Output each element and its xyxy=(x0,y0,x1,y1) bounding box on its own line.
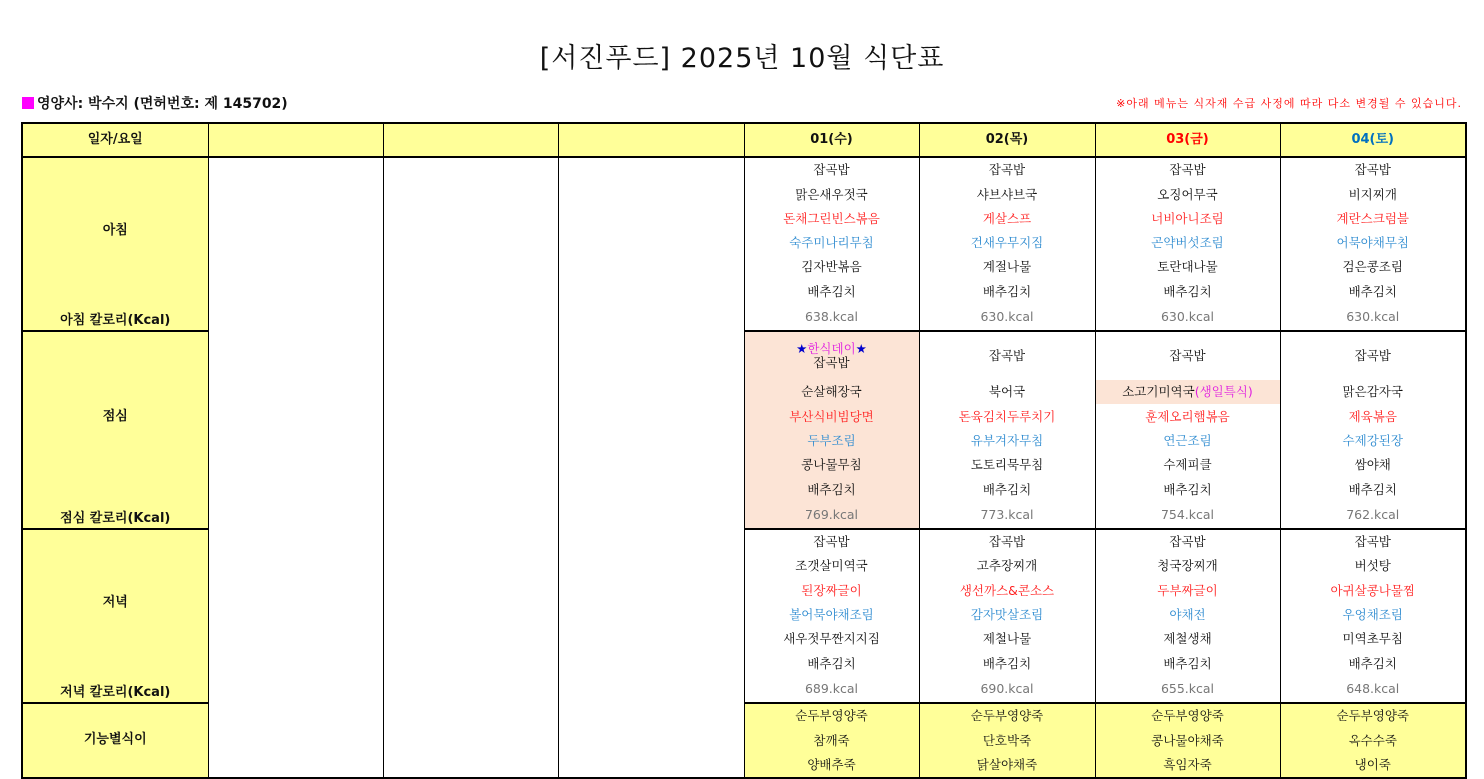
menu-item: 샤브샤브국 xyxy=(919,182,1095,206)
kcal-value: 690.kcal xyxy=(919,676,1095,703)
menu-item: 북어국 xyxy=(919,380,1095,404)
menu-change-notice: ※아래 메뉴는 식자재 수급 사정에 따라 다소 변경될 수 있습니다. xyxy=(1116,97,1462,110)
menu-item: 새우젓무짠지지짐 xyxy=(744,627,919,651)
menu-item: 숙주미나리무침 xyxy=(744,231,919,255)
kcal-value: 630.kcal xyxy=(1095,304,1280,331)
menu-item: 곤약버섯조림 xyxy=(1095,231,1280,255)
empty-cell xyxy=(208,157,383,331)
menu-item: 잡곡밥 xyxy=(744,157,919,182)
menu-item: 배추김치 xyxy=(919,651,1095,675)
menu-item: 청국장찌개 xyxy=(1095,554,1280,578)
menu-item: 훈제오리햄볶음 xyxy=(1095,404,1280,428)
menu-item: 제철나물 xyxy=(919,627,1095,651)
empty-cell xyxy=(383,331,558,529)
kcal-value: 754.kcal xyxy=(1095,502,1280,529)
lunch-label: 점심 xyxy=(22,331,208,501)
menu-item: 수제강된장 xyxy=(1280,429,1466,453)
header-empty xyxy=(383,123,558,157)
menu-item: 생선까스&콘소스 xyxy=(919,578,1095,602)
header-day-1: 01(수) xyxy=(744,123,919,157)
menu-item: 배추김치 xyxy=(1095,651,1280,675)
menu-item: 배추김치 xyxy=(1095,477,1280,501)
functional-row-1 xyxy=(22,703,1466,728)
menu-item: 순두부영양죽 xyxy=(1095,703,1280,728)
menu-item: 돈채그린빈스볶음 xyxy=(744,207,919,231)
dinner-kcal-label: 저녁 칼로리(Kcal) xyxy=(22,676,208,703)
header-day-3: 03(금) xyxy=(1095,123,1280,157)
menu-item: 잡곡밥 xyxy=(744,529,919,554)
menu-item: 단호박죽 xyxy=(919,728,1095,752)
menu-item: 잡곡밥 xyxy=(1280,331,1466,380)
menu-item: 잡곡밥 xyxy=(919,157,1095,182)
kcal-value: 630.kcal xyxy=(919,304,1095,331)
menu-item: 두부조림 xyxy=(744,429,919,453)
empty-cell xyxy=(208,703,383,778)
menu-item: 잡곡밥 xyxy=(813,355,850,371)
menu-item: 맑은새우젓국 xyxy=(744,182,919,206)
empty-cell xyxy=(558,703,744,778)
birthday-special-text: (생일특식) xyxy=(1194,384,1253,400)
breakfast-label: 아침 xyxy=(22,157,208,304)
menu-item: 배추김치 xyxy=(744,279,919,303)
header-row xyxy=(22,123,1466,157)
menu-item: 닭살야채죽 xyxy=(919,753,1095,778)
menu-item: 순두부영양죽 xyxy=(744,703,919,728)
menu-item: 볼어묵야채조림 xyxy=(744,603,919,627)
menu-item: 잡곡밥 xyxy=(1095,157,1280,182)
menu-item: 버섯탕 xyxy=(1280,554,1466,578)
menu-item: 수제피클 xyxy=(1095,453,1280,477)
breakfast-kcal-label: 아침 칼로리(Kcal) xyxy=(22,304,208,331)
menu-item: 콩나물야채죽 xyxy=(1095,728,1280,752)
menu-item: 냉이죽 xyxy=(1280,753,1466,778)
menu-item: 참깨죽 xyxy=(744,728,919,752)
menu-item: 어묵야채무침 xyxy=(1280,231,1466,255)
menu-item: 맑은감자국 xyxy=(1280,380,1466,404)
menu-item: 배추김치 xyxy=(744,477,919,501)
menu-item: 감자맛살조림 xyxy=(919,603,1095,627)
nutritionist-text: 영양사: 박수지 (면허번호: 제 145702) xyxy=(37,96,288,112)
menu-item: 콩나물무침 xyxy=(744,453,919,477)
menu-item: 우엉채조림 xyxy=(1280,603,1466,627)
dinner-label: 저녁 xyxy=(22,529,208,676)
menu-item: 건새우무지짐 xyxy=(919,231,1095,255)
menu-item: 토란대나물 xyxy=(1095,255,1280,279)
kcal-value: 655.kcal xyxy=(1095,676,1280,703)
star-icon: ★ xyxy=(855,340,867,356)
dinner-row-1 xyxy=(22,529,1466,554)
empty-cell xyxy=(383,529,558,703)
menu-item: 야채전 xyxy=(1095,603,1280,627)
menu-item: 계란스크럼블 xyxy=(1280,207,1466,231)
menu-item: 계절나물 xyxy=(919,255,1095,279)
menu-item: 유부겨자무침 xyxy=(919,429,1095,453)
menu-item: 배추김치 xyxy=(1280,477,1466,501)
menu-item: 잡곡밥 xyxy=(919,331,1095,380)
menu-item: 배추김치 xyxy=(744,651,919,675)
menu-item: 배추김치 xyxy=(919,477,1095,501)
menu-item: 비지찌개 xyxy=(1280,182,1466,206)
menu-item: 고추장찌개 xyxy=(919,554,1095,578)
menu-item: 양배추죽 xyxy=(744,753,919,778)
menu-item: 잡곡밥 xyxy=(1095,529,1280,554)
menu-item: 두부짜글이 xyxy=(1095,578,1280,602)
empty-cell xyxy=(208,529,383,703)
header-day-4: 04(토) xyxy=(1280,123,1466,157)
menu-item: 순두부영양죽 xyxy=(1280,703,1466,728)
lunch-kcal-label: 점심 칼로리(Kcal) xyxy=(22,502,208,529)
kcal-value: 773.kcal xyxy=(919,502,1095,529)
birthday-special-cell xyxy=(1095,380,1280,404)
menu-item: 흑임자죽 xyxy=(1095,753,1280,778)
menu-item: 미역초무침 xyxy=(1280,627,1466,651)
menu-item: 잡곡밥 xyxy=(1095,331,1280,380)
menu-item: 잡곡밥 xyxy=(1280,157,1466,182)
menu-item: 아귀살콩나물찜 xyxy=(1280,578,1466,602)
menu-item: 잡곡밥 xyxy=(919,529,1095,554)
header-empty xyxy=(208,123,383,157)
header-empty xyxy=(558,123,744,157)
empty-cell xyxy=(383,157,558,331)
menu-item: 오징어무국 xyxy=(1095,182,1280,206)
kcal-value: 769.kcal xyxy=(744,502,919,529)
menu-item: 김자반볶음 xyxy=(744,255,919,279)
empty-cell xyxy=(558,157,744,331)
magenta-square-icon xyxy=(22,97,34,109)
star-icon: ★ xyxy=(796,340,808,356)
menu-item: 소고기미역국 xyxy=(1122,384,1195,400)
kcal-value: 762.kcal xyxy=(1280,502,1466,529)
menu-item: 배추김치 xyxy=(1280,279,1466,303)
korean-day-special-cell xyxy=(744,331,919,380)
menu-item: 잡곡밥 xyxy=(1280,529,1466,554)
page-title: [서진푸드] 2025년 10월 식단표 xyxy=(539,43,945,74)
header-label: 일자/요일 xyxy=(22,123,208,157)
menu-item: 쌈야채 xyxy=(1280,453,1466,477)
menu-item: 배추김치 xyxy=(1280,651,1466,675)
menu-item: 제육볶음 xyxy=(1280,404,1466,428)
menu-item: 검은콩조림 xyxy=(1280,255,1466,279)
kcal-value: 689.kcal xyxy=(744,676,919,703)
header-day-2: 02(목) xyxy=(919,123,1095,157)
menu-item: 순살해장국 xyxy=(744,380,919,404)
menu-item: 순두부영양죽 xyxy=(919,703,1095,728)
menu-item: 배추김치 xyxy=(919,279,1095,303)
korean-day-badge xyxy=(745,342,919,356)
empty-cell xyxy=(208,331,383,529)
kcal-value: 648.kcal xyxy=(1280,676,1466,703)
korean-day-text: 한식데이 xyxy=(807,340,856,356)
kcal-value: 638.kcal xyxy=(744,304,919,331)
menu-item: 게살스프 xyxy=(919,207,1095,231)
lunch-row-1 xyxy=(22,331,1466,380)
empty-cell xyxy=(558,529,744,703)
menu-item: 제철생채 xyxy=(1095,627,1280,651)
menu-item: 조갯살미역국 xyxy=(744,554,919,578)
menu-item: 옥수수죽 xyxy=(1280,728,1466,752)
menu-item: 된장짜글이 xyxy=(744,578,919,602)
menu-item: 돈육김치두루치기 xyxy=(919,404,1095,428)
breakfast-row-1 xyxy=(22,157,1466,182)
nutritionist-info xyxy=(22,93,288,113)
menu-item: 배추김치 xyxy=(1095,279,1280,303)
kcal-value: 630.kcal xyxy=(1280,304,1466,331)
menu-item: 부산식비빔당면 xyxy=(744,404,919,428)
functional-label: 기능별식이 xyxy=(22,703,208,778)
menu-item: 너비아니조림 xyxy=(1095,207,1280,231)
menu-item: 도토리묵무침 xyxy=(919,453,1095,477)
menu-table xyxy=(21,122,1467,779)
menu-item: 연근조림 xyxy=(1095,429,1280,453)
empty-cell xyxy=(558,331,744,529)
empty-cell xyxy=(383,703,558,778)
